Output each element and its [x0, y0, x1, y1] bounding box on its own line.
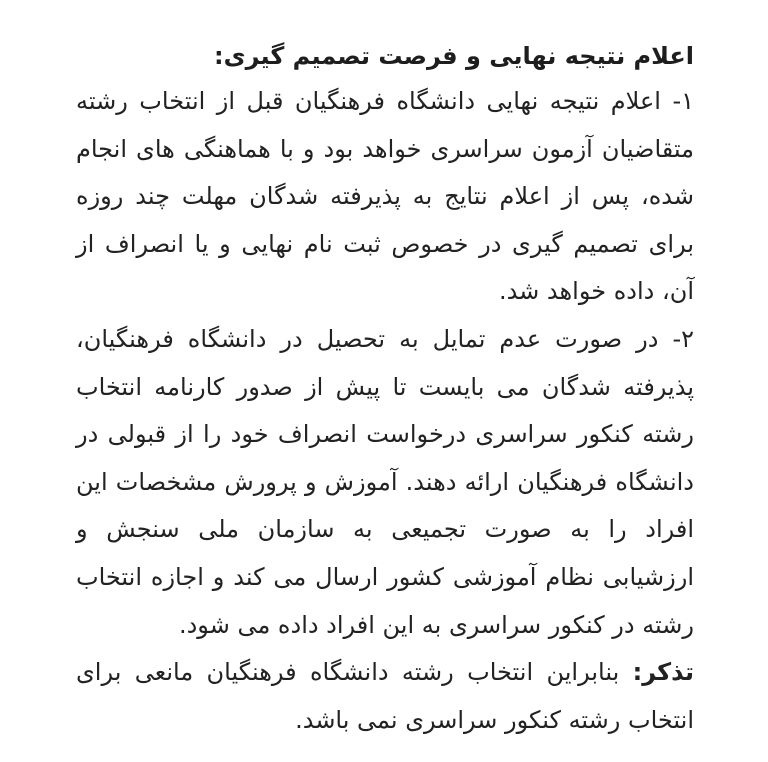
note-paragraph	[76, 649, 694, 744]
paragraph-1: ۱- اعلام نتیجه نهایی دانشگاه فرهنگیان قبل از انتخاب رشته متقاضیان آزمون سراسری خواهد بود و با هماهنگی های انجام شده، پس از اعلام نتایج به پذیرفته شدگان مهلت چند روزه برای تصمیم گیری در خصوص ثبت نام نهایی و یا انصراف از آن، داده خواهد شد.	[76, 87, 694, 306]
document-title: اعلام نتیجه نهایی و فرصت تصمیم گیری:	[214, 42, 694, 70]
note-label: تذکر:	[632, 658, 694, 687]
note-text: بنابراین انتخاب رشته دانشگاه فرهنگیان مانعی برای انتخاب رشته کنکور سراسری نمی باشد.	[76, 658, 694, 734]
document-body	[76, 34, 694, 744]
paragraph-2: ۲- در صورت عدم تمایل به تحصیل در دانشگاه فرهنگیان، پذیرفته شدگان می بایست تا پیش از صدور کارنامه انتخاب رشته کنکور سراسری درخواست انصراف خود را از قبولی در دانشگاه فرهنگیان ارائه دهند. آموزش و پرورش مشخصات این افراد را به صورت تجمیعی به سازمان ملی سنجش و ارزشیابی نظام آموزشی کشور ارسال می کند و اجازه انتخاب رشته در کنکور سراسری به این افراد داده می شود.	[76, 324, 694, 639]
